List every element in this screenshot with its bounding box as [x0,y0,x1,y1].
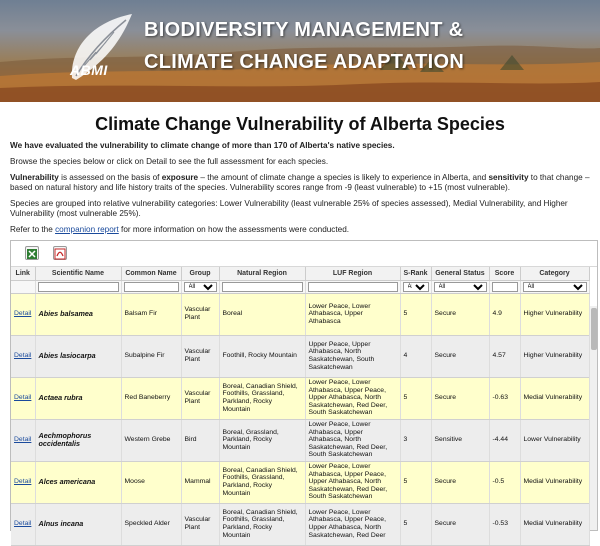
category-filter-select[interactable] [523,282,587,292]
natural-region-cell: Boreal, Canadian Shield, Foothills, Grassland, Parkland, Rocky Mountain [219,377,305,419]
category-cell: Higher Vulnerability [520,335,589,377]
score-cell: -0.5 [489,461,520,503]
sensitivity-term: sensitivity [488,173,529,182]
natural-region-cell: Boreal, Grassland, Parkland, Rocky Mountain [219,419,305,461]
excel-export-icon[interactable] [25,246,39,260]
common-name-cell: Subalpine Fir [121,335,181,377]
natural-region-cell: Boreal [219,293,305,335]
column-header[interactable]: Category [520,267,589,280]
detail-link-cell [11,461,35,503]
common-name-cell: Western Grebe [121,419,181,461]
detail-link[interactable]: Detail [14,478,32,486]
table-row [11,503,589,545]
luf-region-cell: Lower Peace, Lower Athabasca, Upper Peace, Upper Athabasca, North Saskatchewan, Red Deer [305,503,400,545]
filter-cell [520,280,589,293]
score-cell: -0.53 [489,503,520,545]
category-cell: Higher Vulnerability [520,293,589,335]
natural-region-cell: Boreal, Canadian Shield, Foothills, Grassland, Parkland, Rocky Mountain [219,461,305,503]
filter-cell [431,280,489,293]
table-row [11,377,589,419]
group-cell: Bird [181,419,219,461]
filter-cell [181,280,219,293]
score-cell: -0.63 [489,377,520,419]
column-header[interactable]: Link [11,267,35,280]
detail-link[interactable]: Detail [14,436,32,444]
srank-cell: 5 [400,503,431,545]
general-status-cell: Sensitive [431,419,489,461]
detail-link-cell [11,503,35,545]
table-row [11,293,589,335]
intro-section [10,141,594,241]
detail-link[interactable]: Detail [14,352,32,360]
score-filter-input[interactable] [492,282,518,292]
group-cell: Vascular Plant [181,293,219,335]
general-status-cell: Secure [431,293,489,335]
exposure-term: exposure [161,173,199,182]
column-header[interactable]: Score [489,267,520,280]
category-description: Species are grouped into relative vulnerability categories: Lower Vulnerability (least vulnerable 25% of species assessed), Medial Vulnerability, and Higher Vulnerability (most vulnerable 25%). [10,199,568,218]
filter-cell [219,280,305,293]
general-status-cell: Secure [431,503,489,545]
natural-region-filter-input[interactable] [222,282,303,292]
group-cell: Vascular Plant [181,335,219,377]
companion-report-note [10,225,594,235]
detail-link[interactable]: Detail [14,310,32,318]
vulnerability-text-1: is assessed on the basis of [58,173,162,182]
group-cell: Mammal [181,461,219,503]
detail-link-cell [11,419,35,461]
category-cell: Lower Vulnerability [520,419,589,461]
species-table [11,267,590,546]
scientific-name-cell: Alces americana [35,461,121,503]
species-grid [10,240,598,539]
filter-cell [121,280,181,293]
filter-cell [305,280,400,293]
pdf-export-icon[interactable] [53,246,67,260]
refer-text-after: for more information on how the assessments were conducted. [118,225,350,234]
header-banner [0,0,600,102]
filter-cell [489,280,520,293]
common-name-cell: Speckled Alder [121,503,181,545]
column-header[interactable]: LUF Region [305,267,400,280]
scientific-name-filter-input[interactable] [38,282,119,292]
group-cell: Vascular Plant [181,503,219,545]
srank-cell: 3 [400,419,431,461]
category-cell: Medial Vulnerability [520,503,589,545]
detail-link[interactable]: Detail [14,520,32,528]
vulnerability-definition [10,173,594,193]
score-cell: 4.57 [489,335,520,377]
vulnerability-term: Vulnerability [10,173,59,182]
banner-title-line1: BIODIVERSITY MANAGEMENT & [144,19,464,41]
natural-region-cell: Boreal, Canadian Shield, Foothills, Grassland, Parkland, Rocky Mountain [219,503,305,545]
general-status-cell: Secure [431,377,489,419]
srank-filter-select[interactable] [403,282,429,292]
general-status-cell: Secure [431,335,489,377]
score-cell: 4.9 [489,293,520,335]
detail-link[interactable]: Detail [14,394,32,402]
column-header[interactable]: Common Name [121,267,181,280]
common-name-filter-input[interactable] [124,282,179,292]
filter-row [11,280,589,293]
scrollbar-thumb[interactable] [591,308,597,350]
filter-cell [400,280,431,293]
table-row [11,335,589,377]
browse-instructions: Browse the species below or click on Detail to see the full assessment for each species. [10,157,329,166]
filter-cell [35,280,121,293]
detail-link-cell [11,377,35,419]
general-status-cell: Secure [431,461,489,503]
detail-link-cell [11,293,35,335]
scientific-name-cell: Abies lasiocarpa [35,335,121,377]
intro-summary: We have evaluated the vulnerability to climate change of more than 170 of Alberta's native species. [10,141,395,150]
scientific-name-cell: Aechmophorus occidentalis [35,419,121,461]
scientific-name-cell: Abies balsamea [35,293,121,335]
scientific-name-cell: Alnus incana [35,503,121,545]
abmi-logo-text: ABMI [70,62,108,78]
grid-vertical-scrollbar[interactable] [589,306,597,530]
srank-cell: 5 [400,461,431,503]
scientific-name-cell: Actaea rubra [35,377,121,419]
page-title: Climate Change Vulnerability of Alberta Species [95,114,505,134]
srank-cell: 4 [400,335,431,377]
refer-text-before: Refer to the [10,225,56,234]
natural-region-cell: Foothill, Rocky Mountain [219,335,305,377]
filter-cell-empty [11,280,35,293]
luf-region-cell: Lower Peace, Lower Athabasca, Upper Athabasca [305,293,400,335]
srank-cell: 5 [400,377,431,419]
srank-cell: 5 [400,293,431,335]
category-cell: Medial Vulnerability [520,377,589,419]
category-cell: Medial Vulnerability [520,461,589,503]
luf-region-cell: Upper Peace, Upper Athabasca, North Saskatchewan, South Saskatchewan [305,335,400,377]
column-header[interactable]: General Status [431,267,489,280]
grid-toolbar [11,241,597,267]
companion-report-link[interactable]: companion report [55,225,119,234]
banner-title [144,14,464,78]
luf-region-cell: Lower Peace, Lower Athabasca, Upper Peace, Upper Athabasca, North Saskatchewan, Red Deer, South Saskatchewan [305,377,400,419]
detail-link-cell [11,335,35,377]
group-filter-select[interactable] [184,282,217,292]
general-status-filter-select[interactable] [434,282,487,292]
group-cell: Vascular Plant [181,377,219,419]
vulnerability-text-2: – the amount of climate change a species is likely to experience in Alberta, and [198,173,489,182]
luf-region-filter-input[interactable] [308,282,398,292]
score-cell: -4.44 [489,419,520,461]
table-row [11,461,589,503]
vulnerability-text-3: to that change – based on natural history and life history traits of the species. Vulnerability scores range from -9 (least vulnerable) to +15 (most vulnerable). [10,173,590,192]
table-row [11,419,589,461]
banner-title-line2: CLIMATE CHANGE ADAPTATION [144,51,465,73]
common-name-cell: Red Baneberry [121,377,181,419]
luf-region-cell: Lower Peace, Lower Athabasca, Upper Athabasca, North Saskatchewan, Red Deer, South Saskatchewan [305,419,400,461]
column-header[interactable]: S-Rank [400,267,431,280]
column-header[interactable]: Natural Region [219,267,305,280]
common-name-cell: Moose [121,461,181,503]
common-name-cell: Balsam Fir [121,293,181,335]
table-header-row [11,267,589,280]
column-header[interactable]: Group [181,267,219,280]
luf-region-cell: Lower Peace, Lower Athabasca, Upper Peace, Upper Athabasca, North Saskatchewan, Red Deer, South Saskatchewan [305,461,400,503]
column-header[interactable]: Scientific Name [35,267,121,280]
